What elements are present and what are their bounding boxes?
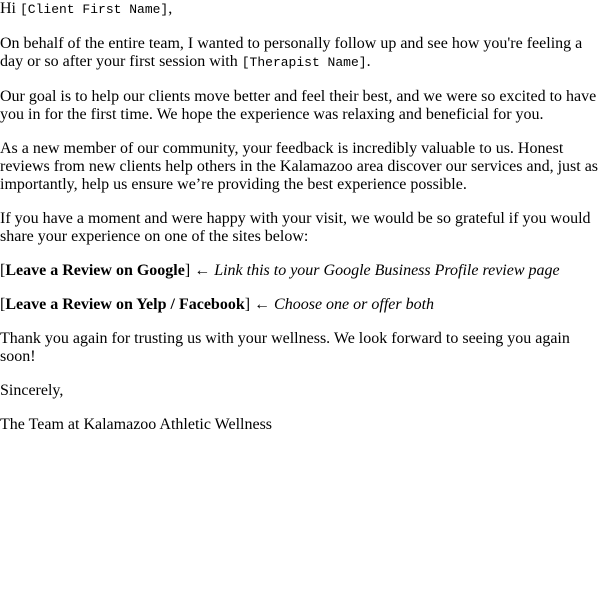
greeting-suffix: , (168, 0, 173, 17)
arrow-left-icon: ← (250, 296, 275, 313)
paragraph-thanks: Thank you again for trusting us with your wellness. We look forward to seeing you again soon! (0, 330, 570, 365)
yelp-facebook-review-link[interactable] (5, 296, 244, 313)
yelp-facebook-review-label: Leave a Review on Yelp / Facebook (5, 296, 245, 313)
bracket-close: ] (184, 262, 191, 279)
paragraph-followup (0, 35, 600, 72)
followup-text: On behalf of the entire team, I wanted to personally follow up and see how you're feeling a day or so after your first session with (0, 35, 583, 70)
greeting (0, 0, 600, 19)
paragraph-feedback: As a new member of our community, your feedback is incredibly valuable to us. Honest reviews from new clients help others in the Kalamazoo area discover our services and, just as importantly, help us ensure we’re providing the best experience possible. (0, 140, 599, 193)
signature: The Team at Kalamazoo Athletic Wellness (0, 416, 273, 433)
review-google-line (0, 262, 600, 280)
therapist-name-placeholder: [Therapist Name] (241, 55, 367, 70)
google-review-note: Link this to your Google Business Profile review page (214, 262, 560, 279)
bracket-close: ] (244, 296, 251, 313)
google-review-label: Leave a Review on Google (5, 262, 185, 279)
client-name-placeholder: [Client First Name] (20, 2, 169, 17)
paragraph-request: If you have a moment and were happy with your visit, we would be so grateful if you would share your experience on one of the sites below: (0, 210, 591, 245)
google-review-link[interactable] (5, 262, 185, 279)
yelp-facebook-review-note: Choose one or offer both (274, 296, 435, 313)
followup-suffix: . (366, 53, 371, 70)
closing: Sincerely, (0, 382, 64, 399)
bracket-open: [ (0, 296, 6, 313)
review-yelp-line (0, 296, 600, 314)
paragraph-goal: Our goal is to help our clients move better and feel their best, and we were so excited to have you in for the first time. We hope the experience was relaxing and beneficial for you. (0, 88, 597, 123)
greeting-prefix: Hi (0, 0, 20, 17)
arrow-left-icon: ← (190, 262, 215, 279)
bracket-open: [ (0, 262, 6, 279)
